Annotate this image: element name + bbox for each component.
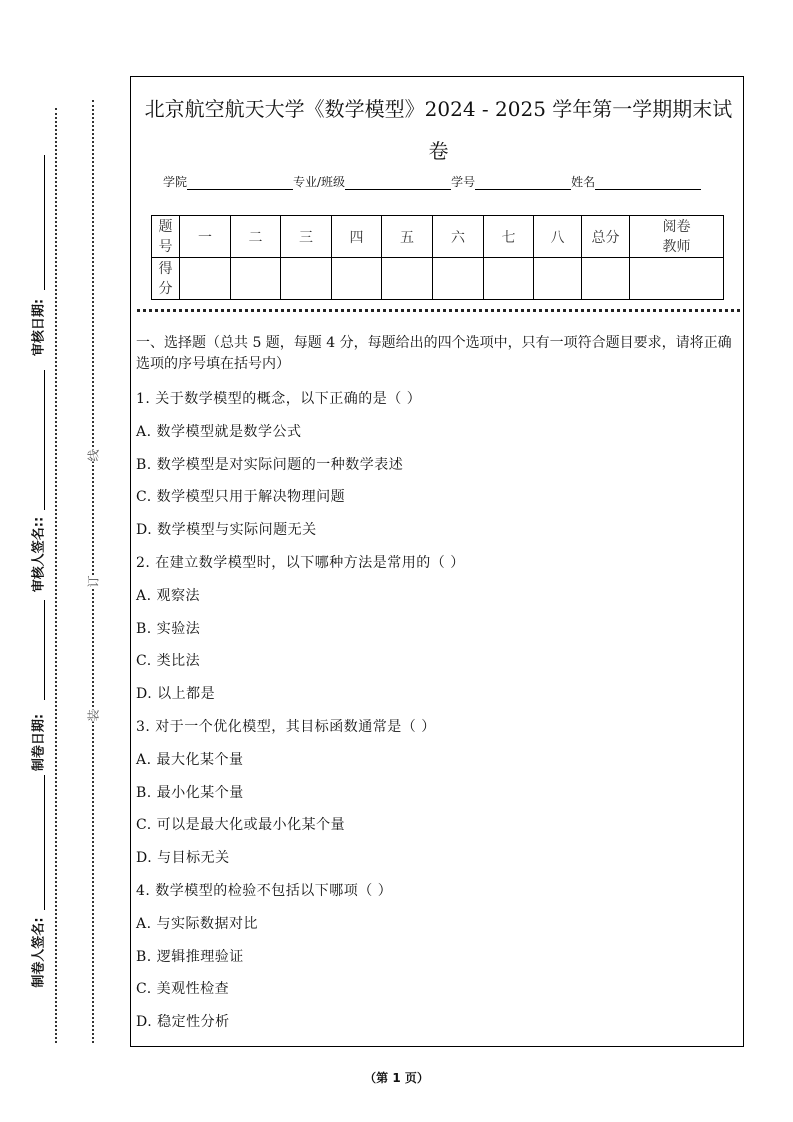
name-label: 姓名 [571,175,596,189]
score-cell[interactable] [332,258,382,300]
score-cell[interactable] [231,258,281,300]
column-header: 阅卷教师 [630,216,724,258]
column-header: 七 [484,216,534,258]
review-date-label: 审核日期: [31,298,47,357]
option-text: D. 稳定性分析 [136,1014,230,1031]
column-header: 总分 [582,216,630,258]
score-cell[interactable] [484,258,534,300]
option-text: C. 数学模型只用于解决物理问题 [136,489,346,506]
separator [137,309,740,312]
option-text: D. 与目标无关 [136,850,230,867]
score-cell[interactable] [534,258,582,300]
binding-mark-bind: 装 [86,709,101,722]
binding-dotted-line-inner [92,100,94,1043]
question-text: 2. 在建立数学模型时，以下哪种方法是常用的（ ） [136,555,465,571]
section-intro: 一、选择题（总共 5 题，每题 4 分，每题给出的四个选项中，只有一项符合题目要求，请将正确选项的序号填在括号内） [136,335,732,372]
score-cell[interactable] [582,258,630,300]
score-cell[interactable] [281,258,332,300]
signature-line [44,370,45,510]
title-line: 卷 [428,139,449,163]
student-id-field[interactable] [475,175,571,190]
row-label-score: 得分 [152,258,180,300]
page-title [136,88,741,172]
option-text: B. 实验法 [136,620,201,637]
question-text: 1. 关于数学模型的概念，以下正确的是（ ） [136,391,422,407]
option-text: B. 最小化某个量 [136,784,244,801]
option-text: C. 可以是最大化或最小化某个量 [136,817,346,834]
student-info [163,173,701,190]
binding-mark-staple: 订 [86,575,101,588]
column-header: 二 [231,216,281,258]
column-header: 五 [382,216,433,258]
option-text: C. 美观性检查 [136,981,230,998]
signature-line [44,775,45,910]
name-field[interactable] [595,175,701,190]
signature-line [44,600,45,700]
score-cell[interactable] [433,258,484,300]
student-id-label: 学号 [451,175,476,189]
maker-sign-label: 制卷人签名: [31,917,47,988]
question-text: 3. 对于一个优化模型，其目标函数通常是（ ） [136,719,436,735]
binding-dotted-line-outer [55,108,57,1043]
column-header: 三 [281,216,332,258]
row-label-question: 题号 [152,216,180,258]
column-header: 六 [433,216,484,258]
score-cell[interactable] [630,258,724,300]
major-field[interactable] [345,175,451,190]
option-text: D. 以上都是 [136,686,216,703]
column-header: 一 [180,216,231,258]
major-label: 专业/班级 [293,175,346,189]
option-text: A. 与实际数据对比 [136,915,259,932]
make-date-label: 制卷日期: [31,713,47,772]
page-number: （第 1 页） [364,1071,429,1085]
title-line: 北京航空航天大学《数学模型》2024 - 2025 学年第一学期期末试 [144,97,733,121]
option-text: B. 逻辑推理验证 [136,948,244,965]
column-header: 四 [332,216,382,258]
reviewer-sign-label: 审核人签名:: [31,516,47,593]
binding-mark-line: 线 [86,449,101,462]
option-text: D. 数学模型与实际问题无关 [136,522,317,539]
score-table [151,215,724,300]
score-cell[interactable] [180,258,231,300]
question-text: 4. 数学模型的检验不包括以下哪项（ ） [136,883,393,899]
college-field[interactable] [187,175,293,190]
column-header: 八 [534,216,582,258]
score-cell[interactable] [382,258,433,300]
option-text: A. 数学模型就是数学公式 [136,423,302,440]
college-label: 学院 [163,175,188,189]
signature-line [44,155,45,290]
option-text: A. 最大化某个量 [136,751,244,768]
option-text: A. 观察法 [136,587,201,604]
option-text: B. 数学模型是对实际问题的一种数学表述 [136,456,404,473]
option-text: C. 类比法 [136,653,201,670]
